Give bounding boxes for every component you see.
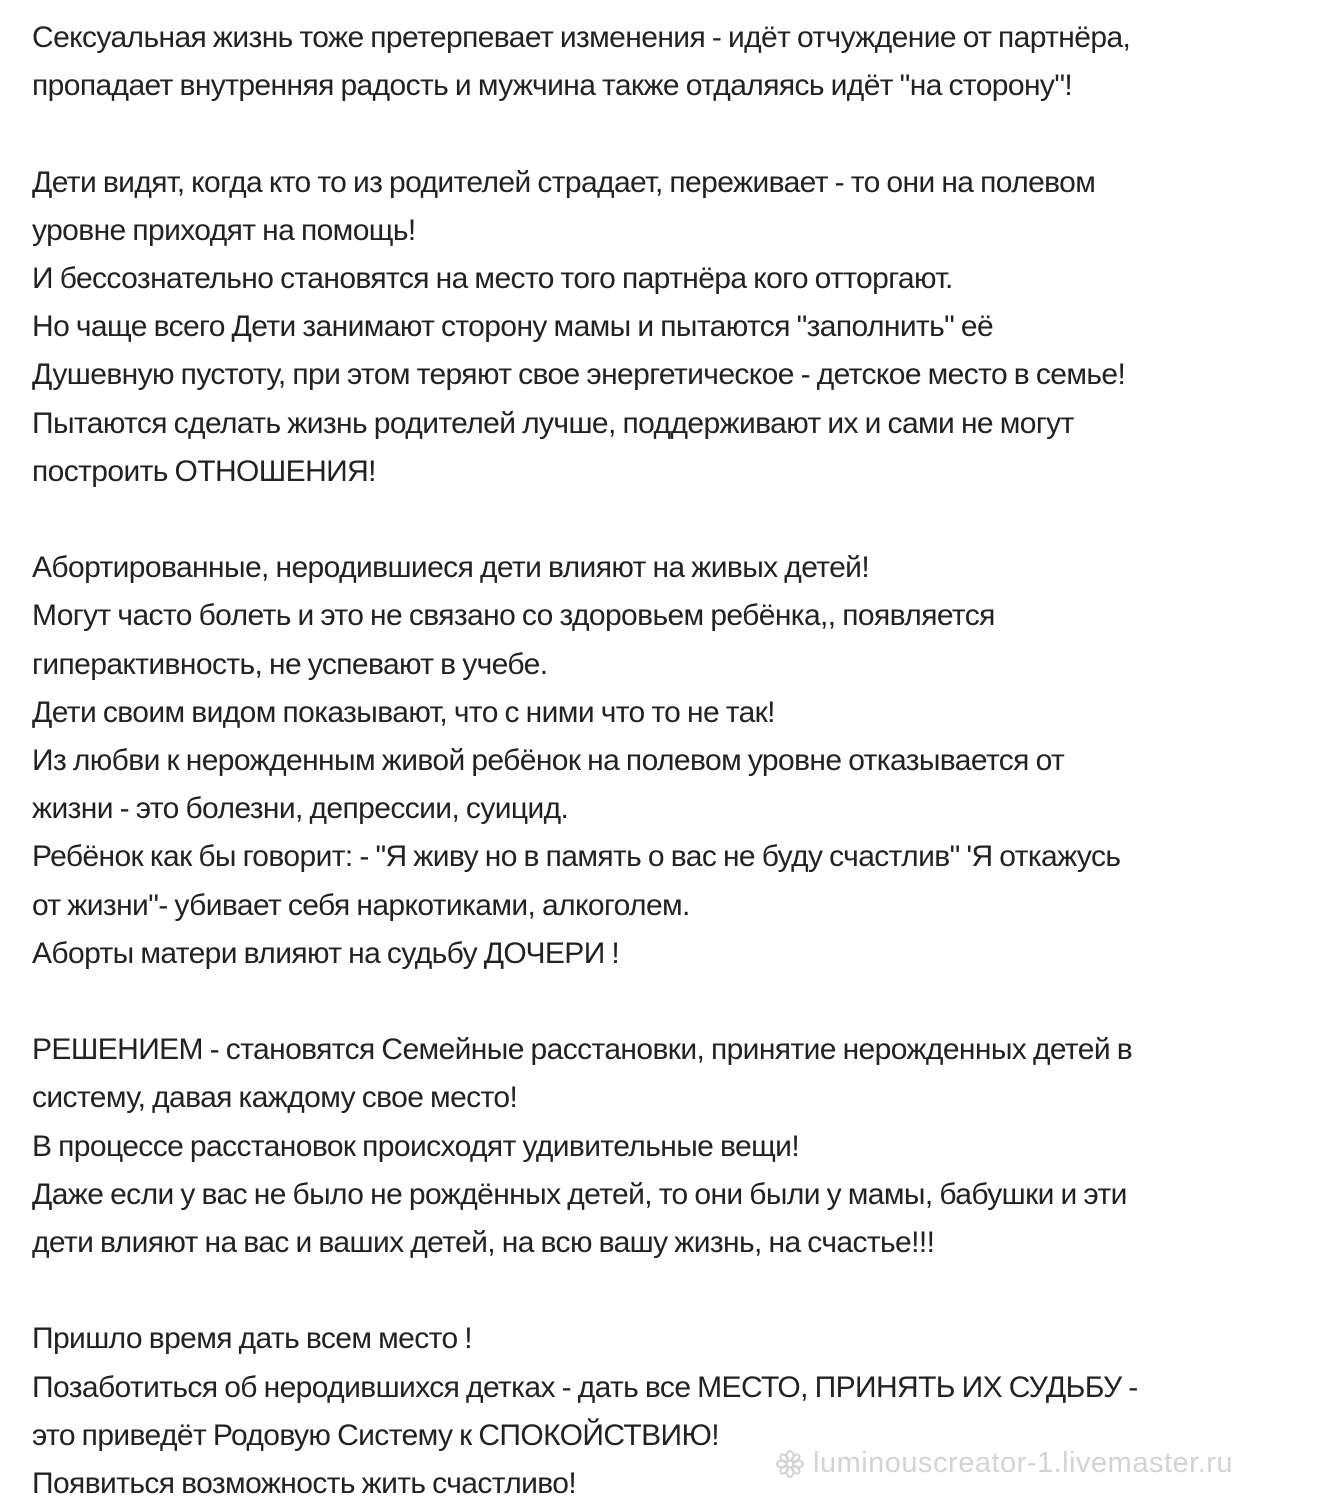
text-line: Позаботиться об неродившихся детках - дать все МЕСТО, ПРИНЯТЬ ИХ СУДЬБУ - (32, 1370, 1138, 1404)
text-line: жизни - это болезни, депрессии, суицид. (32, 792, 569, 826)
text-line: пропадает внутренняя радость и мужчина также отдаляясь идёт "на сторону"! (32, 69, 1073, 103)
text-line: Душевную пустоту, при этом теряют свое энергетическое - детское место в семье! (32, 358, 1126, 392)
watermark-text: luminouscreator-1.livemaster.ru (813, 1447, 1234, 1479)
paragraph (32, 544, 1312, 978)
paragraph (32, 14, 1312, 110)
text-line: Дети своим видом показывают, что с ними что то не так! (32, 695, 775, 729)
text-line: Аборты матери влияют на судьбу ДОЧЕРИ ! (32, 936, 620, 970)
text-line: Пришло время дать всем место ! (32, 1322, 472, 1356)
paragraph (32, 1026, 1312, 1267)
text-line: Ребёнок как бы говорит: - "Я живу но в память о вас не буду счастлив" 'Я откажусь (32, 840, 1121, 874)
text-line: построить ОТНОШЕНИЯ! (32, 454, 376, 488)
text-line: Могут часто болеть и это не связано со здоровьем ребёнка,, появляется (32, 599, 995, 633)
text-line: Появиться возможность жить счастливо! (32, 1467, 577, 1501)
text-line: Из любви к нерожденным живой ребёнок на полевом уровне отказывается от (32, 744, 1065, 778)
watermark (775, 1447, 1233, 1480)
text-line: гиперактивность, не успевают в учебе. (32, 647, 548, 681)
text-line: Даже если у вас не было не рождённых детей, то они были у мамы, бабушки и эти (32, 1177, 1127, 1211)
text-line: РЕШЕНИЕМ - становятся Семейные расстановки, принятие нерожденных детей в (32, 1033, 1133, 1067)
text-line: Пытаются сделать жизнь родителей лучше, поддерживают их и сами не могут (32, 406, 1074, 440)
paragraph (32, 159, 1312, 496)
text-line: И бессознательно становятся на место того партнёра кого отторгают. (32, 262, 953, 295)
text-line: уровне приходят на помощь! (32, 213, 416, 247)
text-line: Но чаще всего Дети занимают сторону мамы и пытаются "заполнить" её (32, 310, 994, 344)
flower-logo-icon (775, 1449, 805, 1479)
document-body (32, 14, 1312, 1508)
text-line: это приведёт Родовую Систему к СПОКОЙСТВИЮ! (32, 1418, 719, 1452)
text-line: от жизни"- убивает себя наркотиками, алкоголем. (32, 888, 690, 922)
text-line: Абортированные, неродившиеся дети влияют на живых детей! (32, 551, 870, 585)
text-line: дети влияют на вас и ваших детей, на всю вашу жизнь, на счастье!!! (32, 1226, 935, 1260)
text-line: В процессе расстановок происходят удивительные вещи! (32, 1129, 800, 1163)
text-line: систему, давая каждому свое место! (32, 1081, 518, 1115)
text-line: Дети видят, когда кто то из родителей страдает, переживает - то они на полевом (32, 165, 1096, 199)
text-line: Сексуальная жизнь тоже претерпевает изменения - идёт отчуждение от партнёра, (32, 21, 1131, 54)
